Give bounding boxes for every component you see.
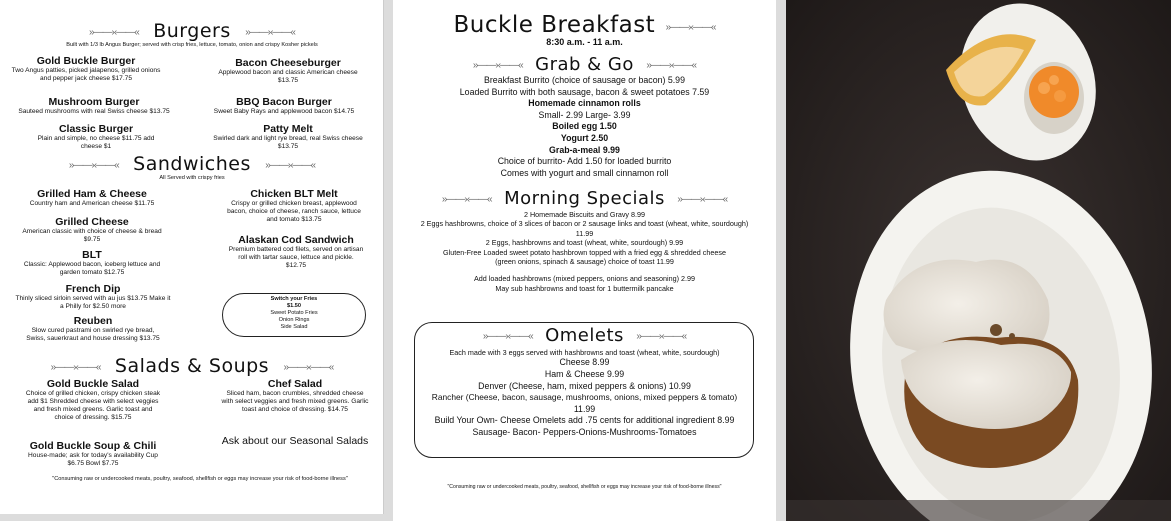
salad-item bbox=[24, 378, 162, 422]
item-name: Classic Burger bbox=[58, 123, 134, 135]
item-name: French Dip bbox=[65, 283, 121, 295]
food-photo bbox=[786, 0, 1171, 521]
item-name: Gold Buckle Salad bbox=[46, 378, 140, 390]
menu-line: May sub hashbrowns and toast for 1 buttermilk pancake bbox=[495, 283, 674, 293]
menu-line bbox=[401, 266, 768, 274]
item-desc: Plain and simple, no cheese $11.75 add cheese $1 bbox=[37, 135, 155, 150]
arrow-decoration-icon: »——›‹——« bbox=[245, 27, 295, 39]
item-desc: Swirled dark and light rye bread, real Swiss cheese $13.75 bbox=[213, 135, 363, 150]
salad-item bbox=[22, 440, 164, 468]
omelets-list bbox=[421, 348, 748, 439]
item-desc: Sliced ham, bacon crumbles, shredded cheese with select veggies and fresh mixed greens. Garlic toast and choice of dressing. $14.75 bbox=[221, 390, 369, 413]
switch-option: Sweet Potato Fries bbox=[270, 310, 318, 316]
sandwich-item bbox=[228, 234, 364, 270]
lunch-menu-page bbox=[0, 0, 384, 514]
salads-header bbox=[0, 355, 384, 377]
arrow-decoration-icon: »——›‹——« bbox=[50, 362, 101, 374]
item-name: BBQ Bacon Burger bbox=[236, 96, 332, 108]
item-desc: Country ham and American cheese $11.75 bbox=[29, 200, 155, 207]
arrow-decoration-icon: »——›‹——« bbox=[68, 160, 119, 172]
burger-item bbox=[6, 96, 182, 116]
specials-list bbox=[401, 210, 768, 293]
menu-line: 2 Eggs hashbrowns, choice of 3 slices of bacon or 2 sausage links and toast (wheat, white, sourdough) bbox=[420, 219, 749, 229]
sandwiches-subtitle: All Served with crispy fries bbox=[159, 175, 225, 181]
item-desc: Slow cured pastrami on swirled rye bread, Swiss, sauerkraut and house dressing $13.75 bbox=[26, 327, 160, 342]
burger-item bbox=[212, 123, 364, 151]
arrow-decoration-icon: »——›‹——« bbox=[482, 331, 533, 343]
plate-photo-icon bbox=[786, 0, 1171, 521]
item-desc: House-made; ask for today's availability Cup $6.75 Bowl $7.75 bbox=[28, 452, 158, 467]
arrow-decoration-icon: »——›‹——« bbox=[472, 60, 523, 72]
specials-header bbox=[393, 188, 776, 209]
salad-item bbox=[220, 378, 370, 414]
menu-line: Small- 2.99 Large- 3.99 bbox=[538, 109, 631, 120]
food-warning: "Consuming raw or undercooked meats, poultry, seafood, shellfish or eggs may increase your risk of food-borne illness" bbox=[447, 484, 722, 490]
item-desc: Classic: Applewood bacon, iceberg lettuce and garden tomato $12.75 bbox=[23, 261, 161, 276]
item-name: Chicken BLT Melt bbox=[250, 188, 338, 200]
specials-title: Morning Specials bbox=[504, 188, 665, 209]
sandwich-item bbox=[22, 315, 164, 343]
sandwich-item bbox=[14, 283, 172, 311]
switch-option: Side Salad bbox=[280, 324, 308, 330]
burgers-header bbox=[0, 20, 384, 42]
item-desc: Sauteed mushrooms with real Swiss cheese $13.75 bbox=[18, 108, 170, 115]
item-desc: Thinly sliced sirloin served with au jus $13.75 Make it a Philly for $2.50 more bbox=[15, 295, 171, 310]
sandwiches-title: Sandwiches bbox=[133, 153, 251, 175]
arrow-decoration-icon: »——›‹——« bbox=[265, 160, 316, 172]
arrow-decoration-icon: »——›‹——« bbox=[677, 194, 728, 206]
switch-fries-box bbox=[222, 293, 366, 337]
menu-line: (green onions, spinach & sausage) choice of toast 11.99 bbox=[495, 257, 674, 267]
grab-go-header bbox=[393, 54, 776, 75]
burger-item bbox=[202, 96, 366, 116]
item-name: Bacon Cheeseburger bbox=[235, 57, 341, 69]
sandwich-item bbox=[18, 216, 166, 244]
sandwich-item bbox=[18, 249, 166, 277]
item-name: Alaskan Cod Sandwich bbox=[238, 234, 354, 246]
arrow-decoration-icon: »——›‹——« bbox=[441, 194, 492, 206]
item-name: Reuben bbox=[73, 315, 113, 327]
item-name: Grilled Cheese bbox=[55, 216, 129, 228]
sandwiches-header bbox=[0, 153, 384, 175]
breakfast-hours: 8:30 a.m. - 11 a.m. bbox=[546, 37, 623, 47]
item-name: Chef Salad bbox=[267, 378, 323, 390]
menu-line: Yogurt 2.50 bbox=[560, 132, 609, 143]
breakfast-menu-page bbox=[393, 0, 776, 521]
item-desc: Two Angus patties, picked jalapenos, grilled onions and pepper jack cheese $17.75 bbox=[11, 67, 161, 82]
menu-line: Comes with yogurt and small cinnamon roll bbox=[500, 167, 669, 178]
item-name: Patty Melt bbox=[263, 123, 313, 135]
grab-go-list bbox=[401, 75, 768, 179]
grab-go-title: Grab & Go bbox=[535, 54, 634, 75]
burger-item bbox=[6, 55, 166, 83]
burgers-subtitle: Built with 1/3 lb Angus Burger; served with crisp fries, lettuce, tomato, onion and crispy Kosher pickels bbox=[66, 42, 318, 48]
burger-item bbox=[30, 123, 162, 151]
menu-line: 2 Eggs, hashbrowns and toast (wheat, white, sourdough) 9.99 bbox=[485, 238, 684, 248]
menu-line: Loaded Burrito with both sausage, bacon & sweet potatoes 7.59 bbox=[459, 86, 710, 97]
arrow-decoration-icon: »——›‹——« bbox=[665, 22, 716, 34]
sandwich-item bbox=[18, 188, 166, 208]
breakfast-header bbox=[393, 12, 776, 38]
switch-price: $1.50 bbox=[287, 303, 301, 309]
menu-line: Rancher (Cheese, bacon, sausage, mushrooms, onions, mixed peppers & tomato) bbox=[431, 392, 738, 403]
menu-line: Sausage- Bacon- Peppers-Onions-Mushrooms-Tomatoes bbox=[472, 426, 697, 437]
item-desc: American classic with choice of cheese & bread $9.75 bbox=[22, 228, 162, 243]
menu-line: Cheese 8.99 bbox=[559, 357, 610, 368]
burger-item bbox=[212, 57, 364, 85]
arrow-decoration-icon: »——›‹——« bbox=[646, 60, 697, 72]
salads-title: Salads & Soups bbox=[114, 355, 270, 377]
menu-line: Denver (Cheese, ham, mixed peppers & onions) 10.99 bbox=[478, 380, 691, 391]
arrow-decoration-icon: »——›‹——« bbox=[636, 331, 687, 343]
menu-line: Add loaded hashbrowns (mixed peppers, onions and seasoning) 2.99 bbox=[474, 274, 695, 284]
item-desc: Choice of grilled chicken, crispy chicken steak add $1 Shredded cheese with select veggies and fresh mixed greens. Garlic toast and choice of dressing. $15.75 bbox=[25, 390, 161, 421]
breakfast-title: Buckle Breakfast bbox=[453, 12, 656, 38]
menu-line: 11.99 bbox=[573, 403, 596, 414]
sandwich-item bbox=[222, 188, 366, 224]
menu-line: Each made with 3 eggs served with hashbrowns and toast (wheat, white, sourdough) bbox=[449, 348, 720, 357]
item-name: Grilled Ham & Cheese bbox=[37, 188, 147, 200]
menu-line: Breakfast Burrito (choice of sausage or bacon) 5.99 bbox=[484, 75, 685, 85]
item-desc: Premium battered cod filets, served on artisan roll with tartar sauce, lettuce and pickle. $12.75 bbox=[228, 246, 364, 269]
menu-line: 11.99 bbox=[575, 228, 594, 238]
food-warning: "Consuming raw or undercooked meats, poultry, seafood, shellfish or eggs may increase your risk of food-borne illness" bbox=[52, 476, 348, 482]
menu-line: Build Your Own- Cheese Omelets add .75 cents for additional ingredient 8.99 bbox=[434, 415, 735, 426]
menu-line: 2 Homemade Biscuits and Gravy 8.99 bbox=[523, 210, 646, 219]
switch-title: Switch your Fries bbox=[270, 296, 318, 302]
item-name: Gold Buckle Soup & Chili bbox=[29, 440, 157, 452]
arrow-decoration-icon: »——›‹——« bbox=[88, 27, 139, 39]
item-name: Mushroom Burger bbox=[48, 96, 140, 108]
item-desc: Applewood bacon and classic American cheese $13.75 bbox=[218, 69, 358, 84]
arrow-decoration-icon: »——›‹——« bbox=[283, 362, 334, 374]
menu-line: Boiled egg 1.50 bbox=[552, 121, 617, 132]
menu-line: Grab-a-meal 9.99 bbox=[549, 144, 620, 155]
menu-line: Gluten-Free Loaded sweet potato hashbrown topped with a fried egg & shredded cheese bbox=[443, 247, 726, 257]
omelets-title: Omelets bbox=[545, 325, 624, 346]
omelets-header bbox=[393, 325, 776, 346]
menu-line: Choice of burrito- Add 1.50 for loaded burrito bbox=[497, 156, 672, 167]
item-name: BLT bbox=[82, 249, 102, 261]
switch-option: Onion Rings bbox=[278, 317, 310, 323]
item-desc: Crispy or grilled chicken breast, applewood bacon, choice of cheese, ranch sauce, lettuce and tomato $13.75 bbox=[227, 200, 361, 223]
burgers-title: Burgers bbox=[153, 20, 231, 42]
menu-line: Ham & Cheese 9.99 bbox=[544, 369, 625, 379]
item-name: Gold Buckle Burger bbox=[36, 55, 136, 67]
seasonal-salads-note: Ask about our Seasonal Salads bbox=[221, 435, 369, 447]
menu-line: Homemade cinnamon rolls bbox=[528, 98, 641, 109]
item-desc: Sweet Baby Rays and applewood bacon $14.75 bbox=[213, 108, 355, 115]
